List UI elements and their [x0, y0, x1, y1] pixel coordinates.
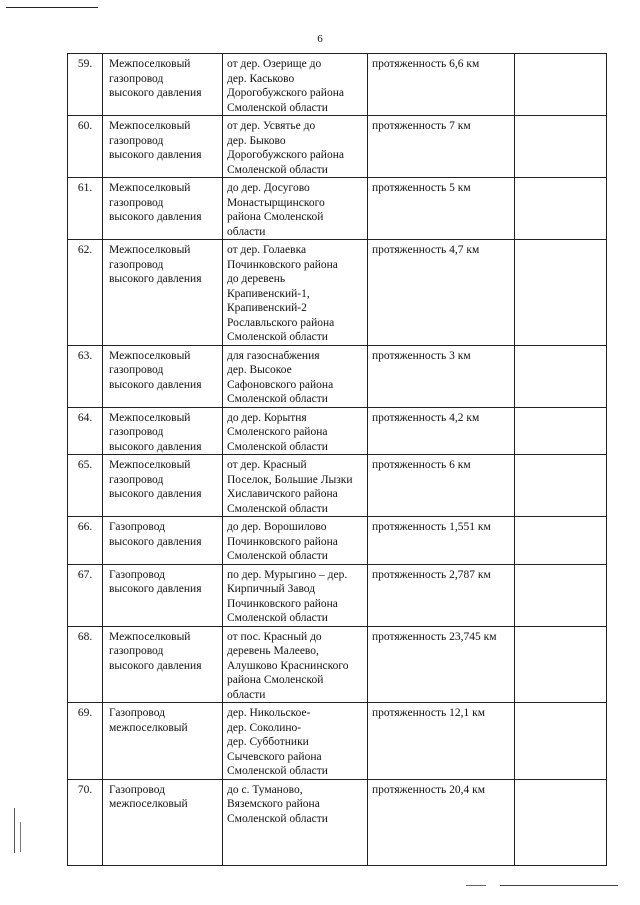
length-cell: протяженность 2,787 км [368, 564, 515, 626]
route-line: от дер. Озерище до [227, 58, 322, 70]
table-row [68, 517, 607, 565]
route-line: Поселок, Большие Лызки [227, 473, 353, 486]
route-line: Монастырщинского [227, 196, 325, 209]
object-name-cell [103, 116, 223, 178]
route-line: района Смоленской [227, 211, 324, 223]
route-line: от дер. Красный [227, 459, 307, 471]
table-row [68, 178, 607, 240]
top-rule [6, 7, 98, 8]
object-name-cell [103, 703, 223, 780]
route-cell [223, 517, 368, 565]
object-name-line: газопровод [109, 473, 164, 486]
object-name-cell [103, 178, 223, 240]
table-row [68, 54, 607, 116]
route-line: Смоленской области [227, 502, 328, 515]
table-row [68, 626, 607, 703]
object-name-line: Газопровод [109, 521, 165, 533]
row-number-cell: 61. [68, 178, 103, 240]
object-name-line: высокого давления [109, 378, 202, 391]
route-line: Дорогобужского района [227, 149, 344, 161]
note-cell [515, 517, 607, 565]
route-line: дер. Каськово [227, 72, 295, 85]
object-name-cell [103, 407, 223, 455]
route-line: Смоленского района [227, 426, 328, 438]
route-line: деревень Малеево, [227, 645, 319, 657]
object-name-cell [103, 345, 223, 407]
object-name-line: Газопровод [109, 707, 165, 719]
route-line: Кирпичный Завод [227, 583, 316, 595]
route-line: Починковского района [227, 597, 338, 610]
route-line: Починковского района [227, 258, 338, 271]
route-line: от дер. Голаевка [227, 244, 307, 256]
route-cell [223, 116, 368, 178]
row-number-cell: 59. [68, 54, 103, 116]
route-cell [223, 407, 368, 455]
object-name-line: Межпоселковый [109, 182, 191, 194]
object-name-line: высокого давления [109, 659, 202, 672]
row-number-cell: 68. [68, 626, 103, 703]
object-name-line: межпоселковый [109, 798, 188, 810]
length-cell: протяженность 6,6 км [368, 54, 515, 116]
route-line: Рославльского района [227, 316, 335, 329]
route-line: до дер. Корытня [227, 411, 307, 424]
note-cell [515, 54, 607, 116]
route-line: области [227, 688, 266, 701]
route-line: Смоленской области [227, 812, 328, 825]
object-name-line: высокого давления [109, 583, 202, 595]
margin-mark [14, 808, 15, 853]
note-cell [515, 345, 607, 407]
length-cell: протяженность 7 км [368, 116, 515, 178]
row-number-cell: 67. [68, 564, 103, 626]
table-row [68, 455, 607, 517]
object-name-line: Межпоселковый [109, 349, 191, 362]
object-name-line: газопровод [109, 364, 164, 376]
route-cell [223, 240, 368, 346]
route-line: Починковского района [227, 535, 338, 548]
note-cell [515, 455, 607, 517]
table-row [68, 703, 607, 780]
length-cell: протяженность 4,2 км [368, 407, 515, 455]
object-name-line: Межпоселковый [109, 411, 191, 424]
object-name-line: Межпоселковый [109, 244, 191, 256]
object-name-line: газопровод [109, 258, 164, 271]
object-name-line: высокого давления [109, 87, 202, 99]
object-name-line: газопровод [109, 426, 164, 438]
row-number-cell: 64. [68, 407, 103, 455]
length-cell: протяженность 1,551 км [368, 517, 515, 565]
object-name-cell [103, 455, 223, 517]
object-name-line: газопровод [109, 196, 164, 209]
route-line: Вяземского района [227, 798, 320, 810]
note-cell [515, 116, 607, 178]
row-number-cell: 70. [68, 779, 103, 865]
row-number-cell: 63. [68, 345, 103, 407]
note-cell [515, 407, 607, 455]
route-line: для газоснабжения [227, 349, 320, 362]
route-line: дер. Высокое [227, 364, 292, 376]
route-cell [223, 703, 368, 780]
object-name-cell [103, 564, 223, 626]
bottom-rule [466, 885, 486, 886]
route-line: Смоленской области [227, 765, 328, 777]
route-cell [223, 345, 368, 407]
object-name-line: Межпоселковый [109, 58, 191, 70]
route-line: до дер. Досугово [227, 182, 310, 194]
route-line: Сычевского района [227, 750, 322, 763]
note-cell [515, 779, 607, 865]
table-row [68, 407, 607, 455]
route-line: Смоленской области [227, 163, 328, 176]
route-line: Сафоновского района [227, 378, 334, 391]
object-name-line: высокого давления [109, 211, 202, 223]
route-line: дер. Быково [227, 134, 286, 147]
route-line: до деревень [227, 273, 286, 285]
object-name-line: Газопровод [109, 568, 165, 581]
table-row [68, 779, 607, 865]
table-row [68, 240, 607, 346]
object-name-line: высокого давления [109, 440, 202, 453]
length-cell: протяженность 23,745 км [368, 626, 515, 703]
object-name-line: газопровод [109, 645, 164, 657]
route-line: от дер. Усвятье до [227, 120, 316, 132]
note-cell [515, 703, 607, 780]
bottom-rule [500, 885, 618, 886]
table-row [68, 564, 607, 626]
route-line: Смоленской области [227, 550, 328, 562]
route-cell [223, 178, 368, 240]
margin-mark [20, 822, 21, 852]
table-body [68, 54, 607, 866]
length-cell: протяженность 6 км [368, 455, 515, 517]
route-cell [223, 626, 368, 703]
object-name-cell [103, 779, 223, 865]
registry-table [67, 53, 607, 866]
object-name-line: высокого давления [109, 273, 202, 285]
route-line: до дер. Ворошилово [227, 521, 327, 533]
object-name-line: межпоселковый [109, 721, 188, 734]
length-cell: протяженность 20,4 км [368, 779, 515, 865]
row-number-cell: 65. [68, 455, 103, 517]
route-line: района Смоленской [227, 674, 324, 686]
route-line: Смоленской области [227, 101, 328, 114]
object-name-cell [103, 54, 223, 116]
table-row [68, 345, 607, 407]
route-cell [223, 779, 368, 865]
length-cell: протяженность 12,1 км [368, 703, 515, 780]
route-line: дер. Никольское- [227, 707, 311, 719]
object-name-line: Межпоселковый [109, 630, 191, 643]
length-cell: протяженность 5 км [368, 178, 515, 240]
route-line: Алушково Краснинского [227, 659, 349, 672]
page-number: 6 [317, 33, 323, 45]
route-line: Дорогобужского района [227, 87, 344, 99]
object-name-line: высокого давления [109, 488, 202, 500]
object-name-line: Межпоселковый [109, 120, 191, 132]
object-name-line: высокого давления [109, 149, 202, 161]
route-line: Крапивенский-2 [227, 302, 307, 314]
route-line: Смоленской области [227, 331, 328, 343]
note-cell [515, 626, 607, 703]
table-row [68, 116, 607, 178]
route-line: Крапивенский-1, [227, 287, 310, 300]
route-line: дер. Соколино- [227, 721, 302, 734]
route-line: до с. Туманово, [227, 783, 303, 796]
note-cell [515, 564, 607, 626]
object-name-cell [103, 517, 223, 565]
length-cell: протяженность 4,7 км [368, 240, 515, 346]
route-line: от пос. Красный до [227, 630, 322, 643]
object-name-line: газопровод [109, 72, 164, 85]
object-name-cell [103, 240, 223, 346]
row-number-cell: 62. [68, 240, 103, 346]
row-number-cell: 66. [68, 517, 103, 565]
object-name-cell [103, 626, 223, 703]
route-line: Смоленской области [227, 393, 328, 405]
note-cell [515, 240, 607, 346]
object-name-line: Межпоселковый [109, 459, 191, 471]
object-name-line: газопровод [109, 134, 164, 147]
object-name-line: высокого давления [109, 535, 202, 548]
object-name-line: Газопровод [109, 783, 165, 796]
route-line: области [227, 225, 266, 238]
row-number-cell: 69. [68, 703, 103, 780]
route-line: дер. Субботники [227, 736, 309, 748]
note-cell [515, 178, 607, 240]
route-line: по дер. Мурыгино – дер. [227, 568, 348, 581]
row-number-cell: 60. [68, 116, 103, 178]
route-line: Смоленской области [227, 440, 328, 453]
route-cell [223, 54, 368, 116]
route-cell [223, 455, 368, 517]
length-cell: протяженность 3 км [368, 345, 515, 407]
route-cell [223, 564, 368, 626]
route-line: Смоленской области [227, 612, 328, 624]
route-line: Хиславичского района [227, 488, 338, 500]
